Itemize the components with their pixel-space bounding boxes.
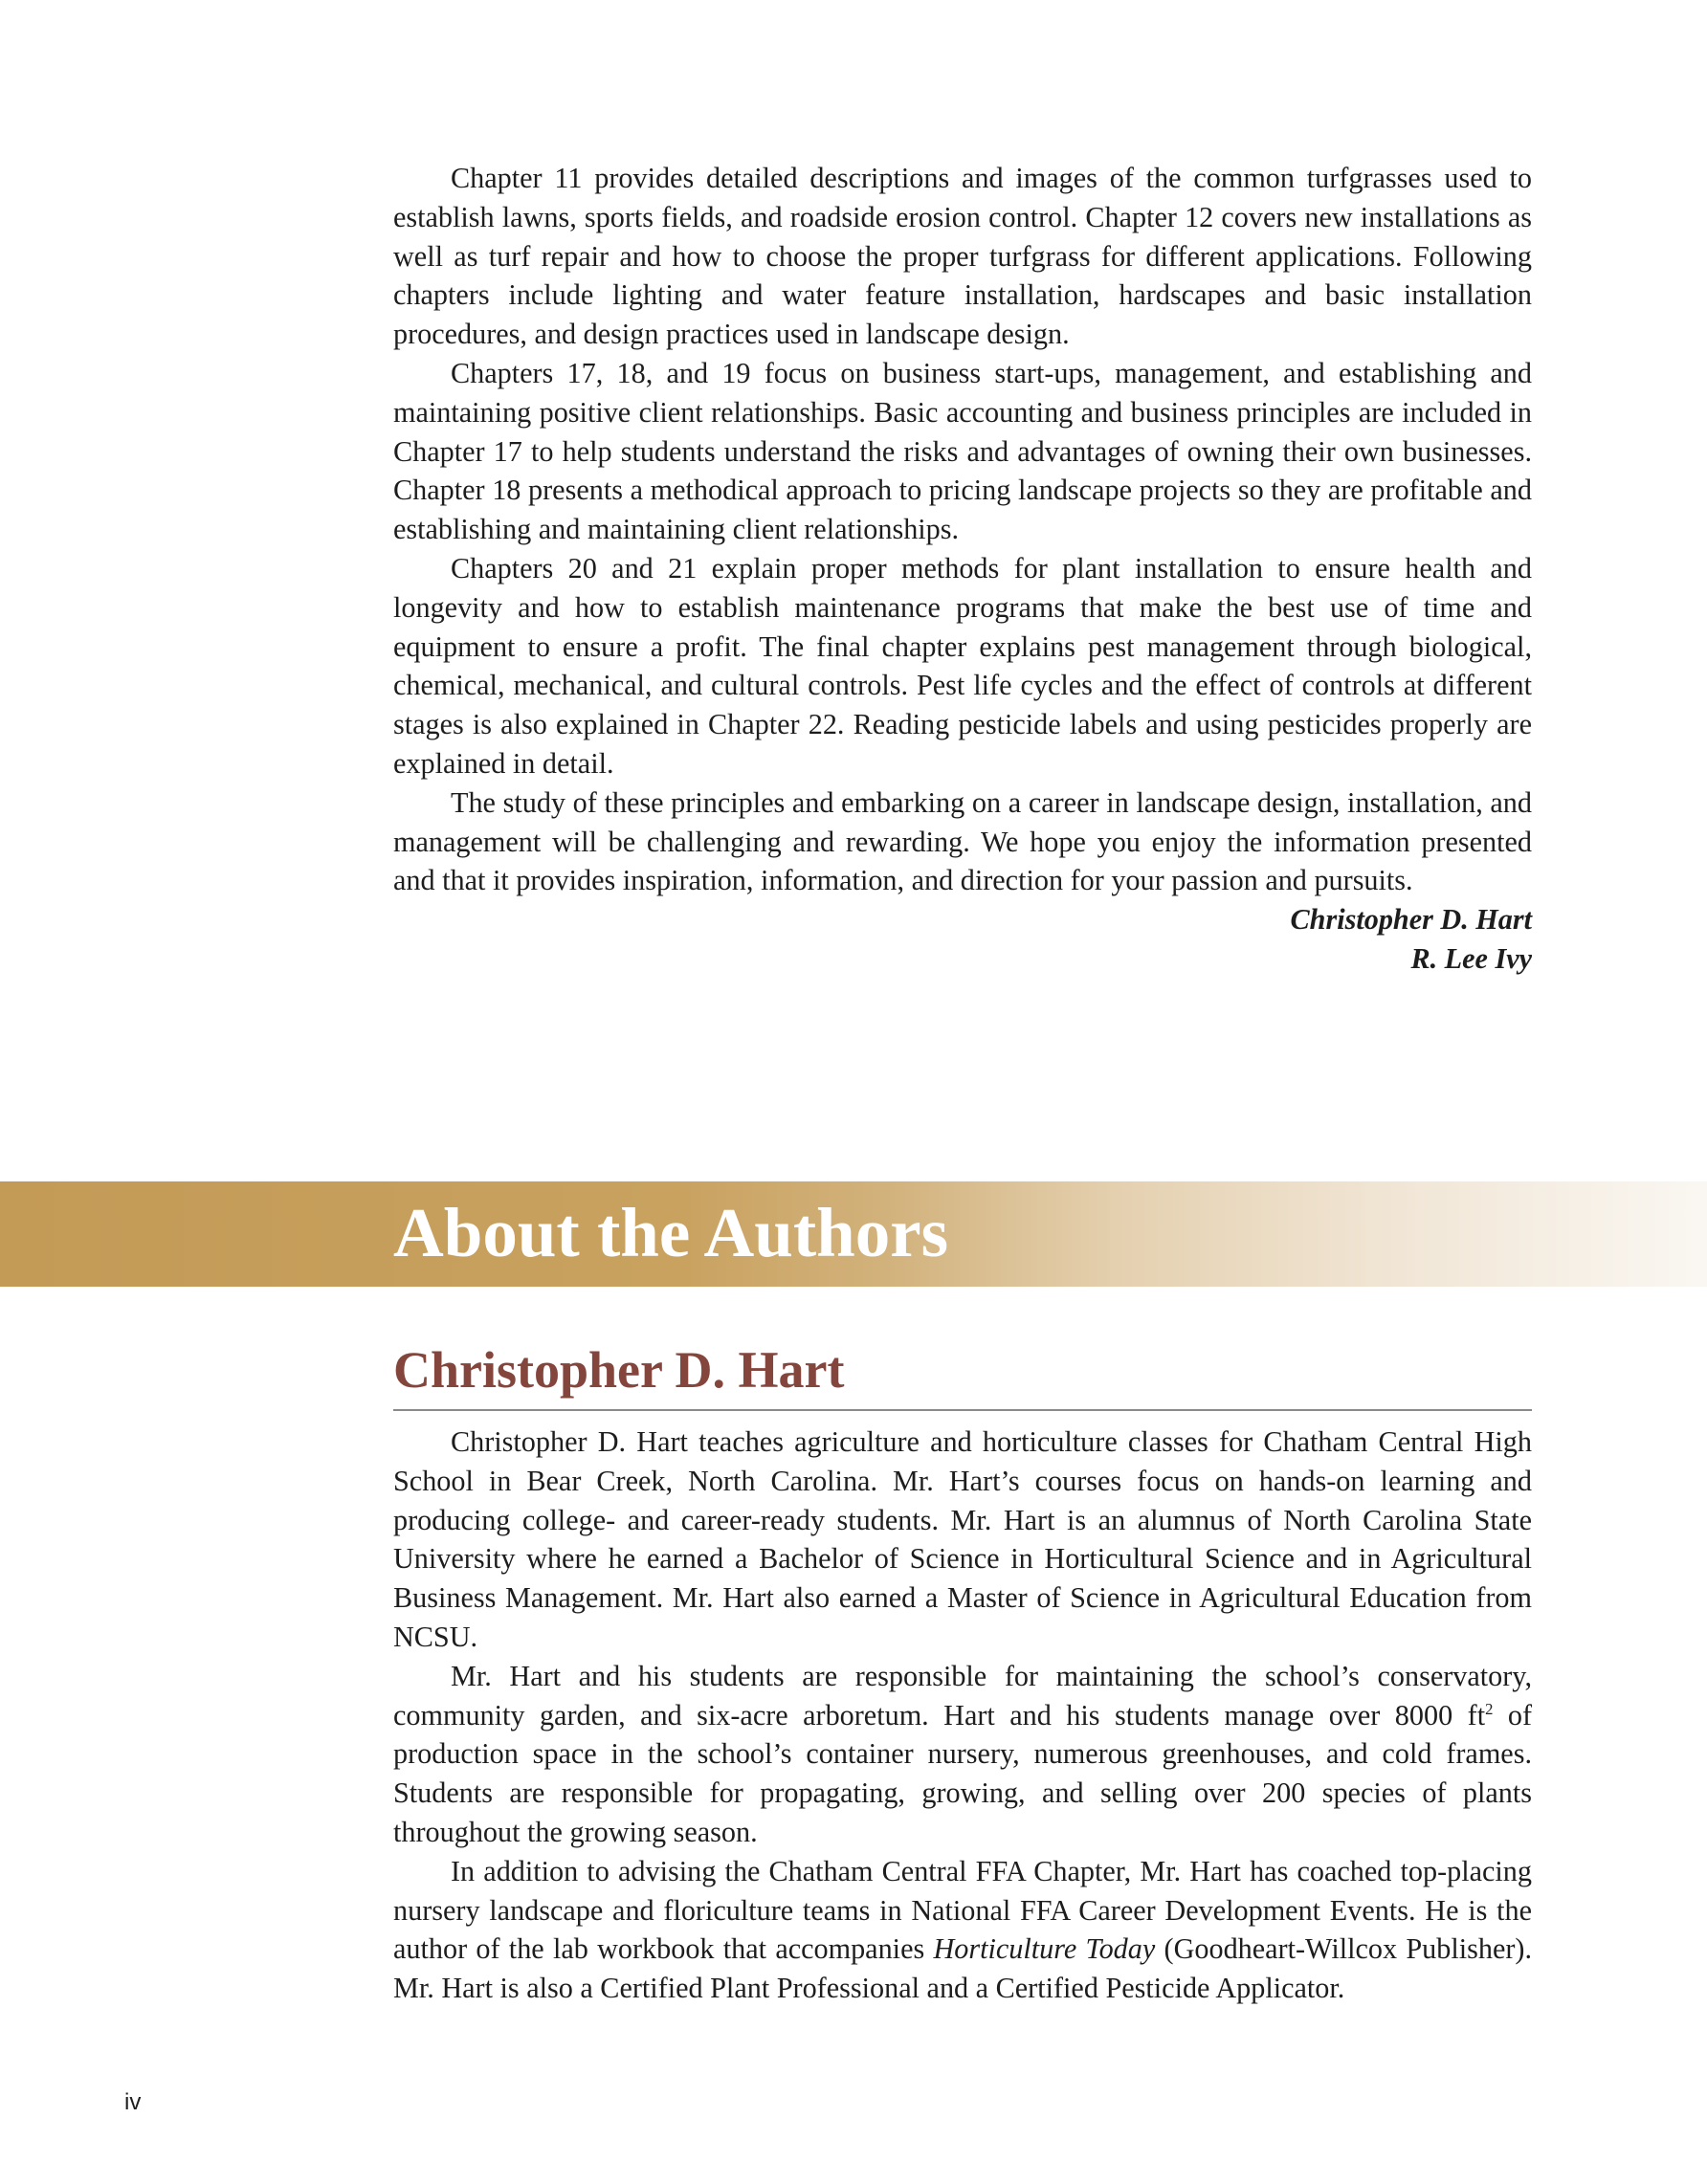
page-number: iv bbox=[124, 2089, 142, 2115]
signature-author-2: R. Lee Ivy bbox=[1410, 941, 1532, 975]
bio-paragraph bbox=[393, 1657, 1532, 1852]
bio-paragraph bbox=[393, 1852, 1532, 2008]
preface-paragraph: The study of these principles and embarking on a career in landscape design, installation, and management will be challenging and rewarding. We hope you enjoy the information presented and that it provides inspiration, information, and direction for your passion and pursuits. bbox=[393, 785, 1532, 897]
bio-text: Mr. Hart and his students are responsible for maintaining the school’s conservatory, community garden, and six-acre arboretum. Hart and his students manage over 8000 ft bbox=[393, 1659, 1532, 1732]
section-title: About the Authors bbox=[393, 1194, 949, 1271]
author-heading: Christopher D. Hart bbox=[393, 1341, 845, 1399]
signature-author-1: Christopher D. Hart bbox=[1290, 903, 1532, 937]
preface-paragraph: Chapters 20 and 21 explain proper methods for plant installation to ensure health and longevity and how to establish maintenance programs that make the best use of time and equipment to ensure a profit. The final chapter explains pest management through biological, chemical, mechanical, and cultural controls. Pest life cycles and the effect of controls at different stages is also explained in Chapter 22. Reading pesticide labels and using pesticides properly are explained in detail. bbox=[393, 551, 1532, 780]
preface-paragraph: Chapters 17, 18, and 19 focus on business start-ups, management, and establishing and maintaining positive client relationships. Basic accounting and business principles are included in Chapter 17 to help students understand the risks and advantages of owning their own businesses. Chapter 18 presents a methodical approach to pricing landscape projects so they are profitable and establishing and maintaining client relationships. bbox=[393, 356, 1532, 546]
bio-text: In addition to advising the Chatham Central FFA Chapter, Mr. Hart has coached top-placing nursery landscape and floriculture teams in National FFA Career Development Events. He is the author of the lab workbook that accompanies bbox=[393, 1854, 1532, 1966]
superscript: 2 bbox=[1485, 1699, 1494, 1718]
preface-text bbox=[393, 159, 1532, 979]
author-bio bbox=[393, 1423, 1532, 2008]
book-title: Horticulture Today bbox=[933, 1932, 1156, 1966]
heading-rule bbox=[393, 1409, 1532, 1411]
bio-text: of production space in the school’s container nursery, numerous greenhouses, and cold frames. Students are responsible for propagating, growing, and selling over 200 species of plants throughout the growing season. bbox=[393, 1698, 1532, 1848]
preface-paragraph: Chapter 11 provides detailed descriptions and images of the common turfgrasses used to establish lawns, sports fields, and roadside erosion control. Chapter 12 covers new installations as well as turf repair and how to choose the proper turfgrass for different applications. Following chapters include lighting and water feature installation, hardscapes and basic installation procedures, and design practices used in landscape design. bbox=[393, 162, 1532, 351]
bio-paragraph: Christopher D. Hart teaches agriculture and horticulture classes for Chatham Central High School in Bear Creek, North Carolina. Mr. Hart’s courses focus on hands-on learning and producing college- and career-ready students. Mr. Hart is an alumnus of North Carolina State University where he earned a Bachelor of Science in Horticultural Science and in Agricultural Business Management. Mr. Hart also earned a Master of Science in Agricultural Education from NCSU. bbox=[393, 1425, 1532, 1653]
bio-text: (Goodheart-Willcox Publisher). Mr. Hart is also a Certified Plant Professional and a Certified Pesticide Applicator. bbox=[393, 1932, 1532, 2005]
